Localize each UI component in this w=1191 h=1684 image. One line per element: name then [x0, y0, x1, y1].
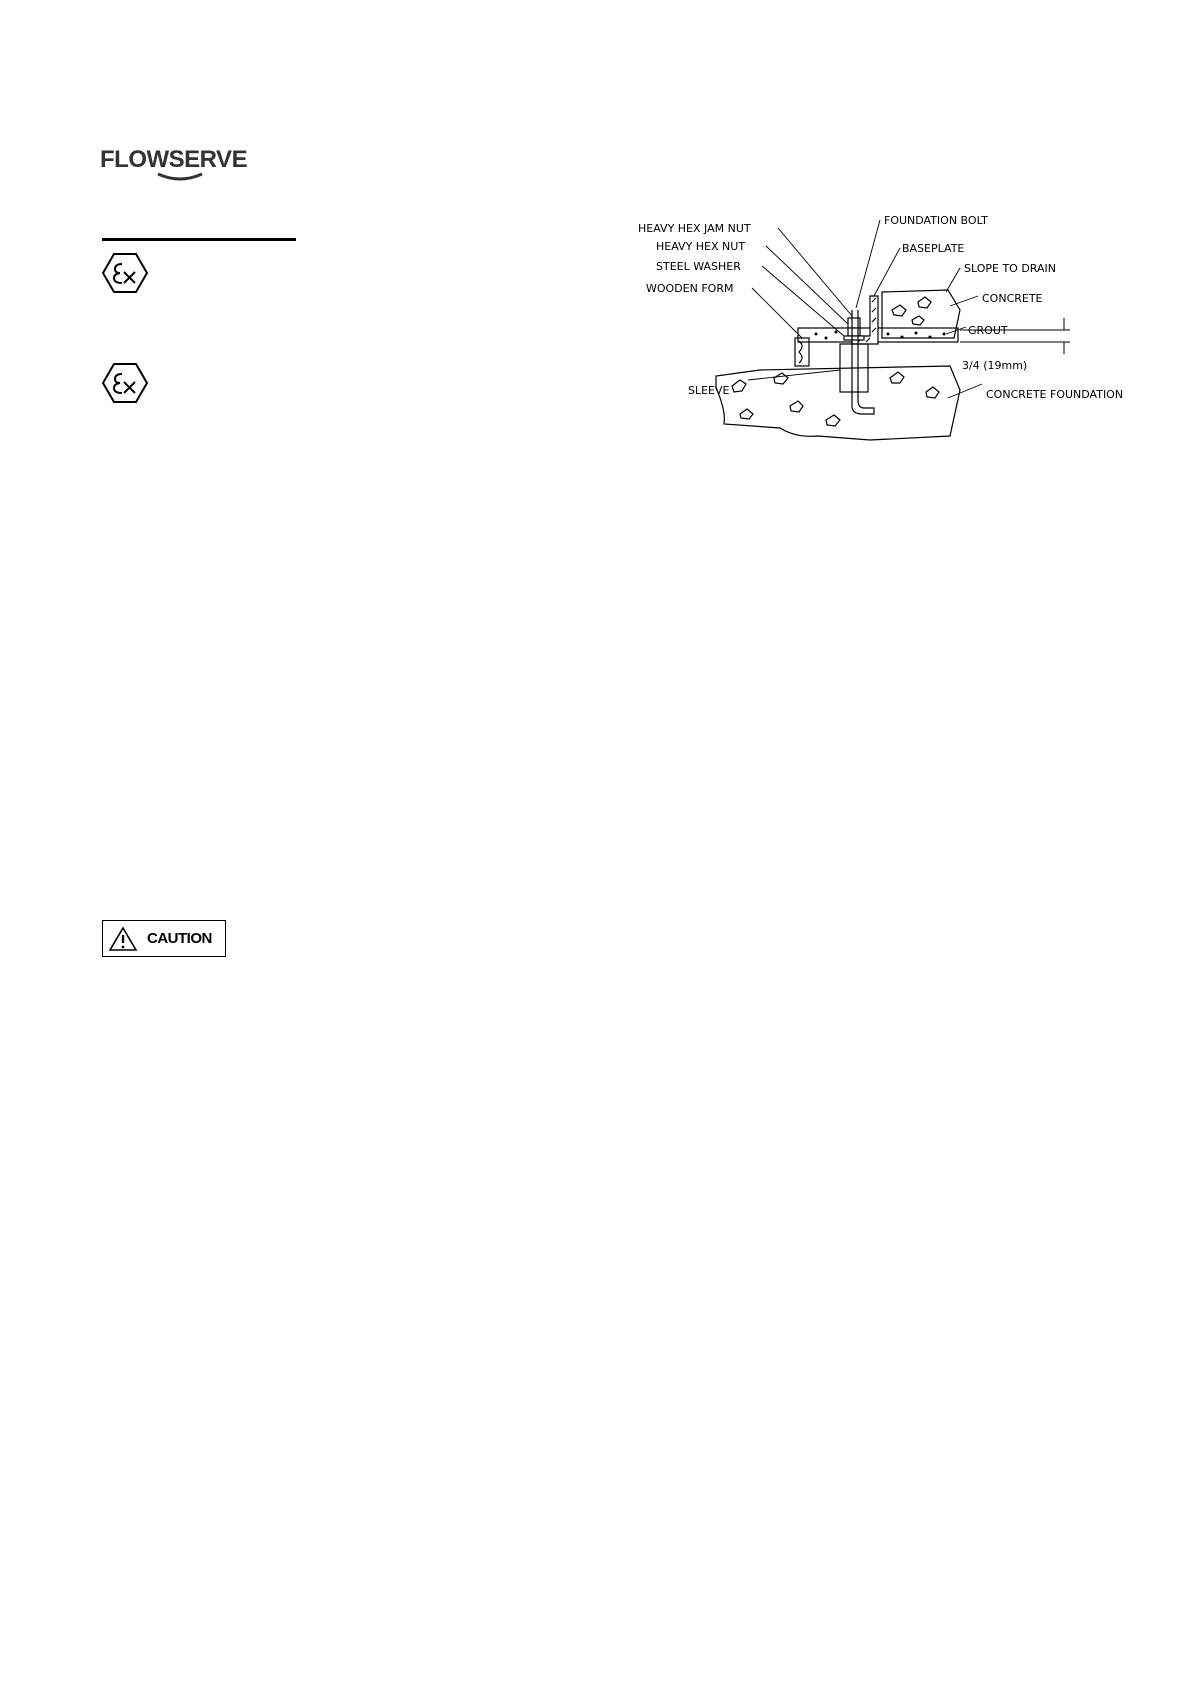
ex-hexagon-icon	[102, 252, 148, 294]
logo-text: FLOWSERVE	[100, 146, 248, 173]
label-hex-nut: HEAVY HEX NUT	[656, 240, 746, 253]
label-washer: STEEL WASHER	[656, 260, 741, 273]
label-concrete: CONCRETE	[982, 292, 1043, 305]
label-dimension: 3/4 (19mm)	[962, 359, 1028, 372]
label-grout: GROUT	[968, 324, 1008, 337]
section-rule	[102, 238, 296, 241]
foundation-bolt-diagram	[630, 210, 1130, 450]
label-slope: SLOPE TO DRAIN	[964, 262, 1056, 275]
flowserve-logo	[100, 140, 250, 186]
warning-triangle-icon	[109, 926, 137, 952]
ex-hexagon-icon	[102, 362, 148, 404]
caution-label: CAUTION	[147, 930, 212, 947]
label-baseplate: BASEPLATE	[902, 242, 965, 255]
label-sleeve: SLEEVE	[688, 384, 730, 397]
label-foundation: CONCRETE FOUNDATION	[986, 388, 1124, 401]
caution-badge	[102, 920, 226, 957]
label-wooden-form: WOODEN FORM	[646, 282, 734, 295]
label-foundation-bolt: FOUNDATION BOLT	[884, 214, 988, 227]
label-jam-nut: HEAVY HEX JAM NUT	[638, 222, 751, 235]
